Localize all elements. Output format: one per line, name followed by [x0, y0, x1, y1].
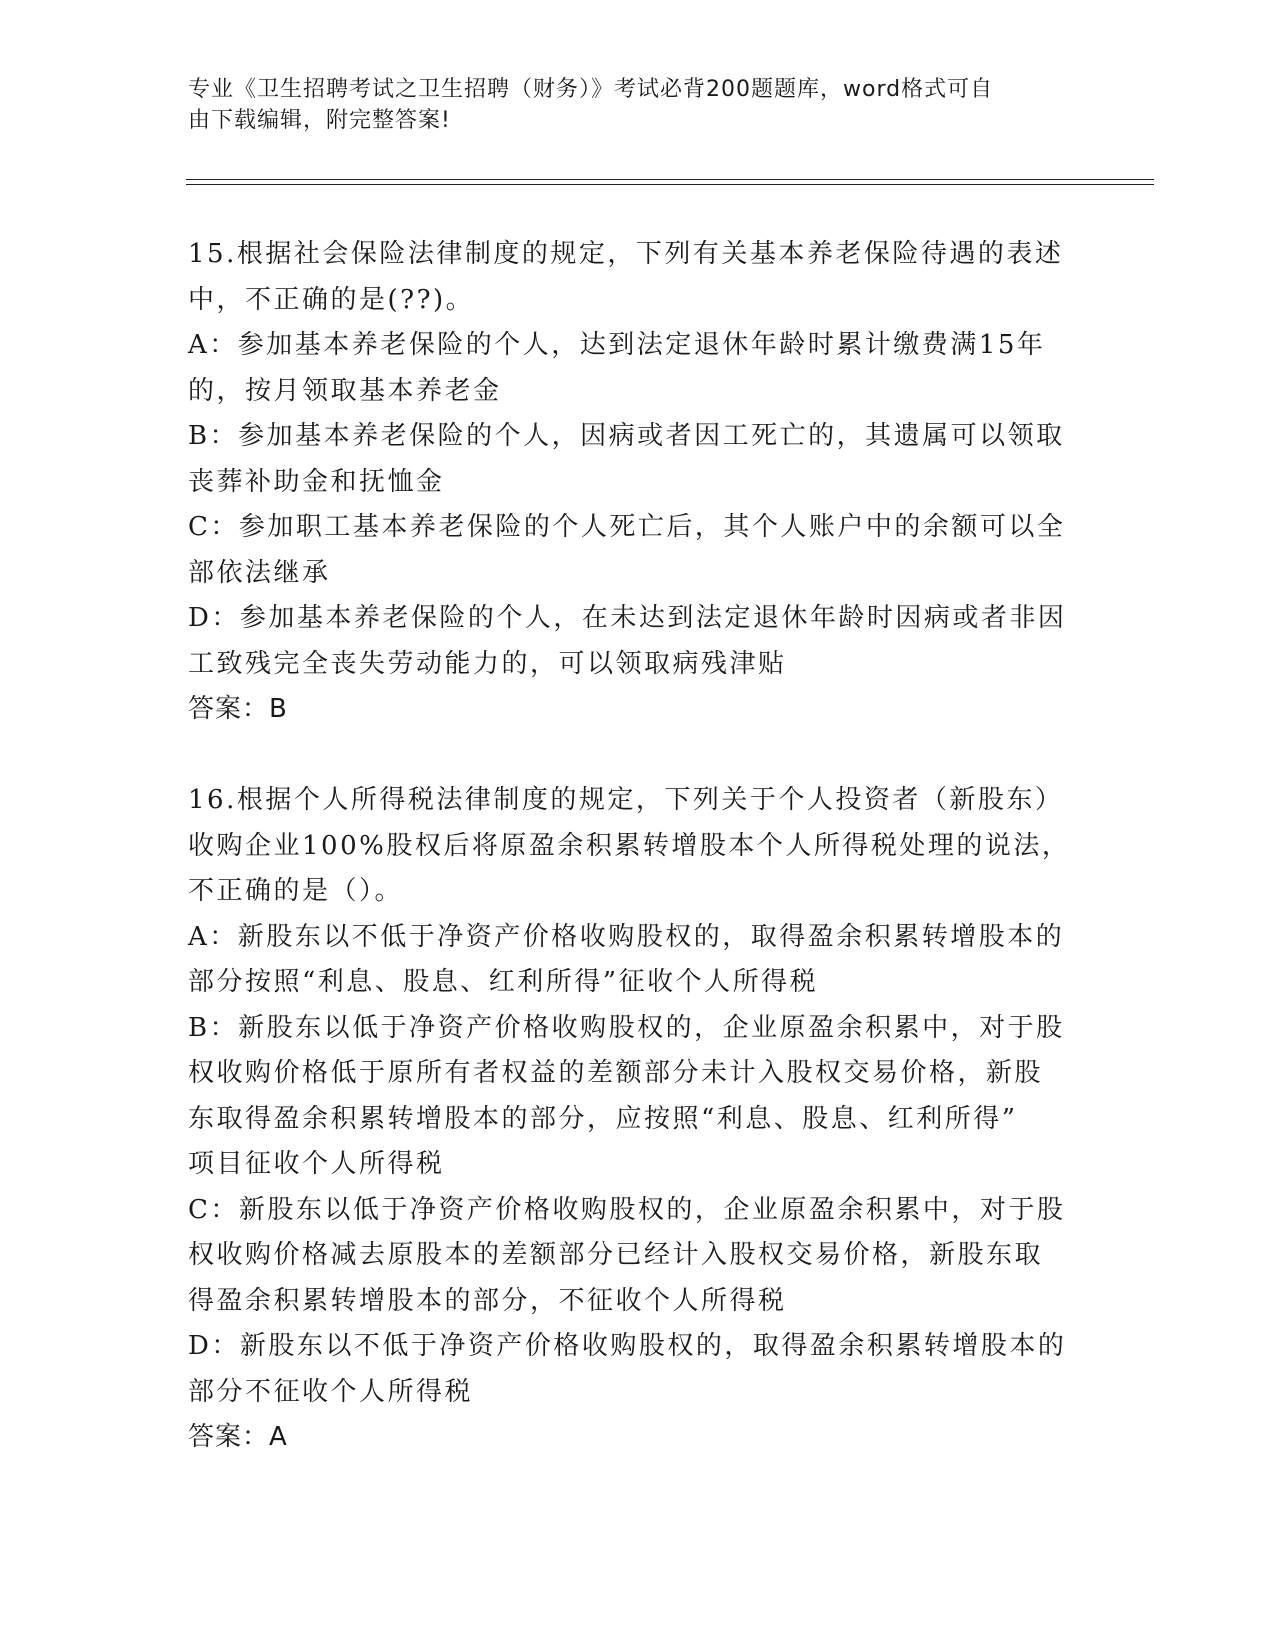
option-c-line: C：新股东以低于净资产价格收购股权的，企业原盈余积累中，对于股: [188, 1194, 1066, 1225]
option-b-line: 项目征收个人所得税: [188, 1149, 445, 1179]
header-line-2: 由下载编辑，附完整答案!: [188, 108, 451, 133]
question-stem-line: 不正确的是（）。: [188, 876, 404, 906]
option-c-line: C：参加职工基本养老保险的个人死亡后，其个人账户中的余额可以全: [188, 512, 1066, 542]
answer-label: 答案：A: [188, 1422, 288, 1452]
option-c-line: 得盈余积累转增股本的部分，不征收个人所得税: [188, 1285, 787, 1316]
option-b-line: 丧葬补助金和抚恤金: [188, 466, 445, 497]
option-a-line: 部分按照“利息、股息、红利所得”征收个人所得税: [188, 967, 819, 997]
option-a-line: A：参加基本养老保险的个人，达到法定退休年龄时累计缴费满15年: [188, 330, 1046, 360]
option-b-line: B：新股东以低于净资产价格收购股权的，企业原盈余积累中，对于股: [188, 1012, 1065, 1043]
question-stem-line: 15.根据社会保险法律制度的规定，下列有关基本养老保险待遇的表述: [188, 239, 1064, 269]
question-stem-line: 收购企业100%股权后将原盈余积累转增股本个人所得税处理的说法，: [188, 830, 1071, 861]
option-d-line: 部分不征收个人所得税: [188, 1376, 474, 1407]
option-d-line: D：新股东以不低于净资产价格收购股权的，取得盈余积累转增股本的: [188, 1331, 1067, 1361]
option-a-line: 的，按月领取基本养老金: [188, 375, 502, 406]
option-c-line: 部依法继承: [188, 557, 331, 588]
option-d-line: 工致残完全丧失劳动能力的，可以领取病残津贴: [188, 648, 787, 679]
header-rule-bottom: [186, 184, 1154, 185]
option-d-line: D：参加基本养老保险的个人，在未达到法定退休年龄时因病或者非因: [188, 603, 1067, 633]
option-b-line: 权收购价格低于原所有者权益的差额部分未计入股权交易价格，新股: [188, 1058, 1044, 1088]
option-c-line: 权收购价格减去原股本的差额部分已经计入股权交易价格，新股东取: [188, 1240, 1044, 1270]
question-16: [188, 778, 1088, 1461]
header-rule-top: [186, 179, 1154, 180]
option-a-line: A：新股东以不低于净资产价格收购股权的，取得盈余积累转增股本的: [188, 921, 1065, 952]
option-b-line: 东取得盈余积累转增股本的部分，应按照“利息、股息、红利所得”: [188, 1103, 1018, 1134]
option-b-line: B：参加基本养老保险的个人，因病或者因工死亡的，其遗属可以领取: [188, 421, 1065, 451]
document-header: [188, 74, 1068, 136]
header-line-1: 专业《卫生招聘考试之卫生招聘（财务）》考试必背200题题库，word格式可自: [188, 77, 994, 102]
question-stem-line: 16.根据个人所得税法律制度的规定，下列关于个人投资者（新股东）: [188, 785, 1064, 815]
question-stem-line: 中，不正确的是(??)。: [188, 284, 475, 315]
question-15: [188, 232, 1088, 733]
answer-label: 答案：B: [188, 694, 288, 724]
